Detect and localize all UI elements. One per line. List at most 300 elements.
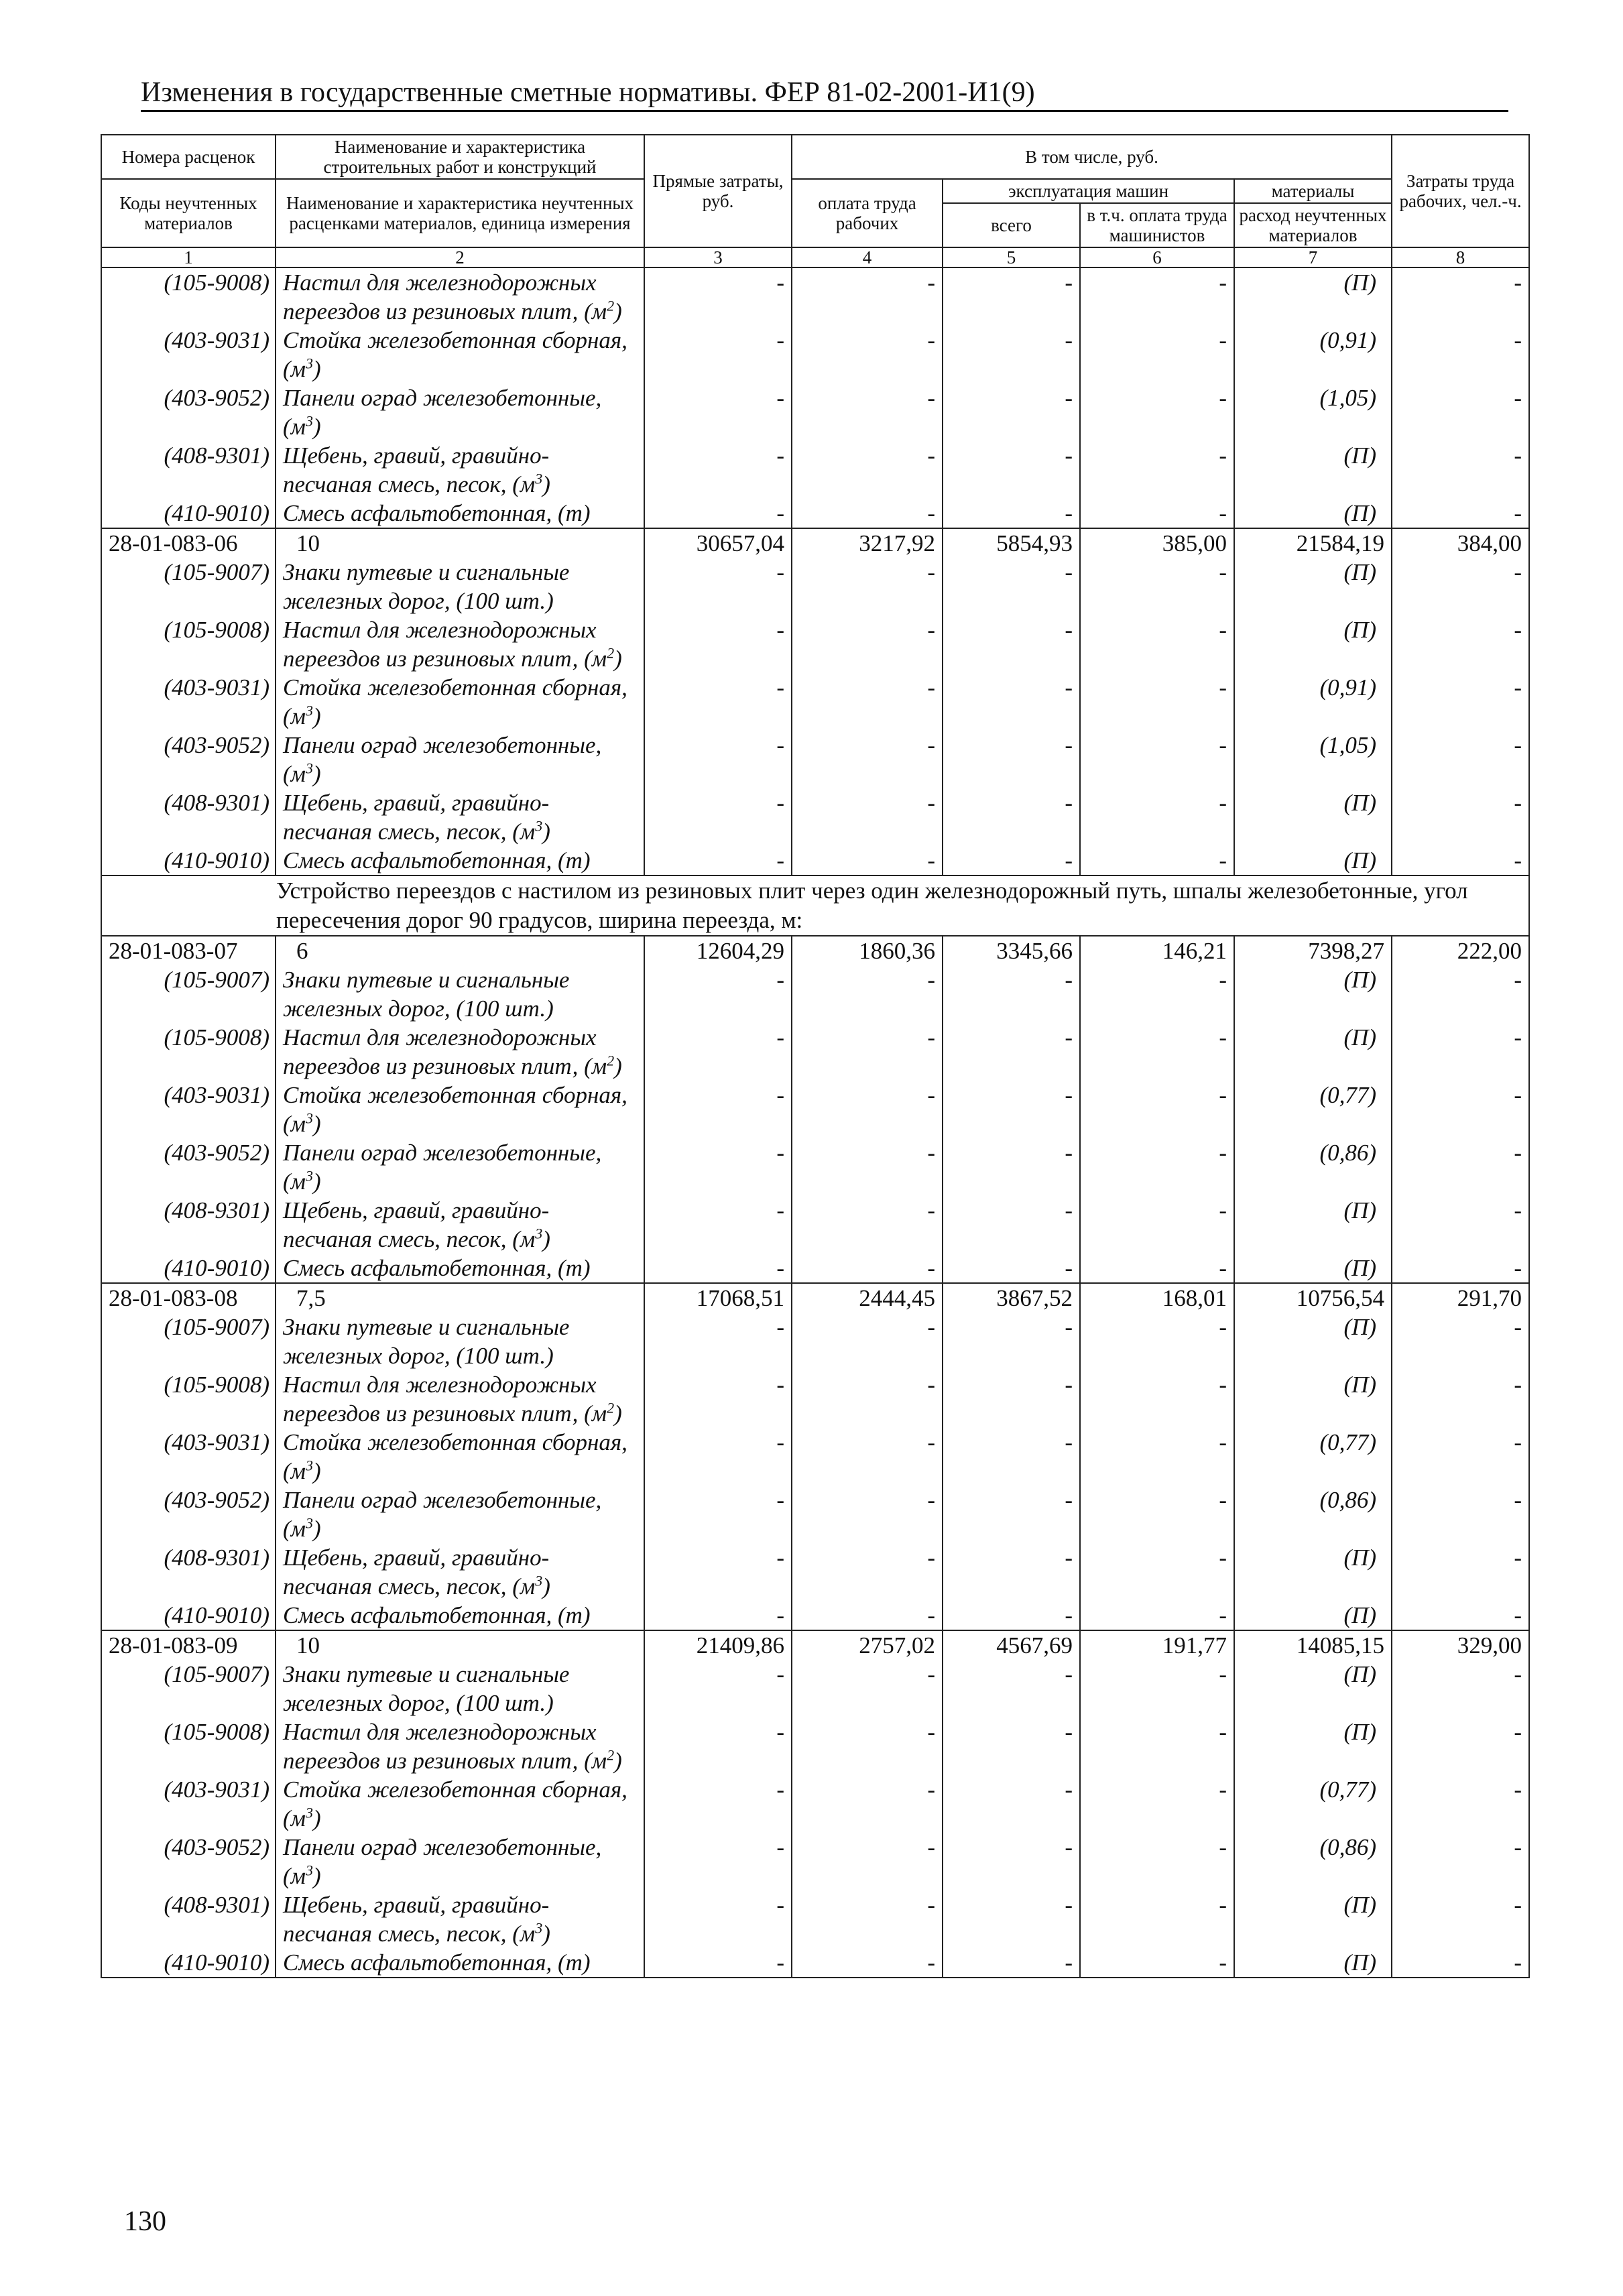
material-code: (403-9052) (101, 1138, 276, 1196)
dash-cell: - (1080, 383, 1234, 441)
dash-cell: - (644, 673, 792, 731)
dash-cell: - (792, 731, 943, 788)
material-unit: (м (512, 1921, 536, 1947)
dash-cell: - (1080, 1601, 1234, 1630)
section-heading-row (101, 875, 1529, 936)
material-code: (410-9010) (101, 1601, 276, 1630)
col-header-materials-sub: расход неучтенных материалов (1234, 203, 1392, 247)
material-unit-power: 3 (306, 1514, 313, 1532)
material-name (276, 1370, 644, 1428)
dash-cell: - (644, 383, 792, 441)
material-row (101, 1081, 1529, 1138)
labor-pay: 1860,36 (792, 936, 943, 965)
material-consumption: (П) (1234, 441, 1392, 499)
material-unit: (м (283, 356, 306, 382)
dash-cell: - (943, 441, 1080, 499)
material-consumption: (0,86) (1234, 1486, 1392, 1543)
dash-cell: - (1392, 965, 1529, 1023)
material-consumption: (П) (1234, 1023, 1392, 1081)
dash-cell: - (1392, 673, 1529, 731)
dash-cell: - (943, 1313, 1080, 1370)
material-unit-close: ) (542, 471, 550, 497)
rate-code: 28-01-083-08 (101, 1283, 276, 1313)
dash-cell: - (792, 1948, 943, 1978)
dash-cell: - (1392, 1370, 1529, 1428)
material-consumption: (0,77) (1234, 1428, 1392, 1486)
dash-cell: - (792, 673, 943, 731)
material-name (276, 326, 644, 383)
material-consumption: (1,05) (1234, 731, 1392, 788)
material-unit: (м (584, 1053, 607, 1079)
dash-cell: - (644, 1138, 792, 1196)
material-unit-power: 3 (306, 1804, 313, 1821)
material-row (101, 499, 1529, 528)
material-code: (408-9301) (101, 1890, 276, 1948)
dash-cell: - (1080, 1543, 1234, 1601)
material-unit-power: 3 (306, 702, 313, 719)
material-unit-power: 2 (607, 297, 615, 314)
material-name (276, 499, 644, 528)
material-row (101, 1601, 1529, 1630)
dash-cell: - (943, 731, 1080, 788)
direct-cost: 12604,29 (644, 936, 792, 965)
dash-cell: - (1392, 1486, 1529, 1543)
estimate-table (101, 134, 1530, 1978)
material-unit: (м (584, 646, 607, 672)
material-unit-close: ) (313, 703, 321, 729)
material-unit: (т) (557, 500, 591, 526)
col-header-materials: материалы (1234, 179, 1392, 203)
material-consumption: (П) (1234, 846, 1392, 875)
material-unit: (м (512, 1226, 536, 1252)
material-consumption: (П) (1234, 1196, 1392, 1254)
material-name (276, 1833, 644, 1890)
material-name (276, 1081, 644, 1138)
dash-cell: - (1080, 673, 1234, 731)
dash-cell: - (1080, 1081, 1234, 1138)
material-code: (403-9031) (101, 326, 276, 383)
dash-cell: - (792, 1717, 943, 1775)
material-unit-close: ) (542, 1921, 550, 1947)
dash-cell: - (792, 326, 943, 383)
dash-cell: - (1392, 1023, 1529, 1081)
dash-cell: - (792, 1023, 943, 1081)
dash-cell: - (644, 1833, 792, 1890)
material-row (101, 1543, 1529, 1601)
material-name (276, 1890, 644, 1948)
dash-cell: - (644, 558, 792, 615)
material-name-text: Знаки путевые и сигнальные железных дорог, (283, 1661, 570, 1716)
material-consumption: (0,91) (1234, 326, 1392, 383)
dash-cell: - (792, 267, 943, 326)
dash-cell: - (943, 1486, 1080, 1543)
material-unit: (м (283, 1805, 306, 1831)
rate-parameter: 6 (276, 936, 644, 965)
material-row (101, 558, 1529, 615)
material-code: (410-9010) (101, 1948, 276, 1978)
material-name (276, 441, 644, 499)
material-name (276, 1196, 644, 1254)
material-unit-power: 2 (607, 1746, 615, 1764)
dash-cell: - (644, 1313, 792, 1370)
col-number: 3 (644, 247, 792, 267)
material-code: (105-9007) (101, 1660, 276, 1717)
material-name-text: Смесь асфальтобетонная, (283, 1949, 552, 1976)
material-code: (105-9007) (101, 1313, 276, 1370)
dash-cell: - (792, 499, 943, 528)
material-unit-power: 3 (535, 1572, 543, 1589)
dash-cell: - (644, 1023, 792, 1081)
material-code: (403-9052) (101, 1486, 276, 1543)
page-number: 130 (124, 2206, 166, 2237)
materials-cost: 21584,19 (1234, 528, 1392, 558)
material-name-text: Настил для железнодорожных переездов из резиновых плит, (283, 1719, 597, 1774)
page-header (141, 75, 1508, 112)
dash-cell: - (943, 326, 1080, 383)
dash-cell: - (1080, 1196, 1234, 1254)
material-row (101, 383, 1529, 441)
material-unit-power: 3 (306, 412, 313, 430)
material-unit-close: ) (313, 414, 321, 440)
material-consumption: (П) (1234, 558, 1392, 615)
col-number: 6 (1080, 247, 1234, 267)
material-consumption: (П) (1234, 1543, 1392, 1601)
material-code: (410-9010) (101, 499, 276, 528)
dash-cell: - (644, 1370, 792, 1428)
material-name-text: Панели оград железобетонные, (283, 732, 602, 758)
rate-parameter: 7,5 (276, 1283, 644, 1313)
dash-cell: - (943, 1543, 1080, 1601)
dash-cell: - (1080, 1313, 1234, 1370)
material-name-text: Знаки путевые и сигнальные железных дорог, (283, 967, 570, 1022)
dash-cell: - (1392, 1890, 1529, 1948)
dash-cell: - (644, 441, 792, 499)
material-consumption: (П) (1234, 1948, 1392, 1978)
material-name-text: Щебень, гравий, гравийно-песчаная смесь, песок, (283, 442, 550, 497)
dash-cell: - (644, 1601, 792, 1630)
dash-cell: - (644, 1717, 792, 1775)
material-unit: (т) (557, 1602, 591, 1628)
material-code: (105-9008) (101, 615, 276, 673)
material-unit: (м (283, 1168, 306, 1195)
material-unit-close: ) (313, 761, 321, 787)
material-name-text: Знаки путевые и сигнальные железных дорог, (283, 559, 570, 614)
material-consumption: (П) (1234, 1717, 1392, 1775)
material-unit: (м (283, 703, 306, 729)
rate-row (101, 936, 1529, 965)
labor-pay: 3217,92 (792, 528, 943, 558)
material-row (101, 1428, 1529, 1486)
material-unit-power: 3 (306, 355, 313, 372)
section-heading: Устройство переездов с настилом из резиновых плит через один железнодорожный путь, шпалы железобетонные, угол пересечения дорог 90 градусов, ширина переезда, м: (101, 875, 1529, 936)
material-unit-power: 3 (535, 1225, 543, 1242)
material-consumption: (0,86) (1234, 1138, 1392, 1196)
material-row (101, 1833, 1529, 1890)
col-header-codes: Коды неучтенных материалов (101, 179, 276, 247)
material-unit-close: ) (313, 1168, 321, 1195)
material-name (276, 1775, 644, 1833)
material-row (101, 326, 1529, 383)
dash-cell: - (644, 1486, 792, 1543)
material-unit: (м (584, 1748, 607, 1774)
dash-cell: - (644, 1428, 792, 1486)
material-name-text: Щебень, гравий, гравийно-песчаная смесь, песок, (283, 1892, 550, 1947)
dash-cell: - (1080, 1138, 1234, 1196)
material-name (276, 1543, 644, 1601)
dash-cell: - (943, 1023, 1080, 1081)
material-name-text: Щебень, гравий, гравийно-песчаная смесь, песок, (283, 1197, 550, 1252)
dash-cell: - (792, 1081, 943, 1138)
col-header-labor-cost: Затраты труда рабочих, чел.-ч. (1392, 135, 1529, 247)
material-unit-close: ) (313, 1516, 321, 1542)
dash-cell: - (1392, 1196, 1529, 1254)
rate-row (101, 1630, 1529, 1660)
materials-cost: 10756,54 (1234, 1283, 1392, 1313)
dash-cell: - (943, 558, 1080, 615)
material-code: (403-9052) (101, 383, 276, 441)
dash-cell: - (943, 788, 1080, 846)
material-name (276, 673, 644, 731)
material-unit-close: ) (614, 298, 622, 324)
material-code: (105-9008) (101, 267, 276, 326)
dash-cell: - (644, 1948, 792, 1978)
material-unit-power: 2 (607, 644, 615, 662)
dash-cell: - (1392, 1948, 1529, 1978)
labor-hours: 222,00 (1392, 936, 1529, 965)
dash-cell: - (1392, 1601, 1529, 1630)
material-row (101, 1023, 1529, 1081)
dash-cell: - (792, 1601, 943, 1630)
dash-cell: - (1392, 1717, 1529, 1775)
col-header-machines: эксплуатация машин (943, 179, 1234, 203)
dash-cell: - (1080, 731, 1234, 788)
material-row (101, 1486, 1529, 1543)
dash-cell: - (792, 1370, 943, 1428)
col-header-machines-pay: в т.ч. оплата труда машинистов (1080, 203, 1234, 247)
material-name (276, 615, 644, 673)
material-name-text: Стойка железобетонная сборная, (283, 1082, 627, 1108)
labor-hours: 329,00 (1392, 1630, 1529, 1660)
dash-cell: - (644, 1660, 792, 1717)
material-unit-close: ) (614, 1053, 622, 1079)
material-name-text: Смесь асфальтобетонная, (283, 1602, 552, 1628)
dash-cell: - (644, 267, 792, 326)
material-unit: (100 шт.) (456, 1690, 554, 1716)
material-consumption: (0,91) (1234, 673, 1392, 731)
dash-cell: - (1080, 1428, 1234, 1486)
material-unit: (м (512, 819, 536, 845)
material-code: (408-9301) (101, 441, 276, 499)
material-unit: (м (283, 1111, 306, 1137)
dash-cell: - (1392, 326, 1529, 383)
rate-parameter: 10 (276, 528, 644, 558)
dash-cell: - (1392, 1660, 1529, 1717)
material-name-text: Панели оград железобетонные, (283, 1487, 602, 1513)
rate-parameter: 10 (276, 1630, 644, 1660)
material-unit: (м (283, 414, 306, 440)
dash-cell: - (943, 383, 1080, 441)
dash-cell: - (792, 1660, 943, 1717)
dash-cell: - (792, 965, 943, 1023)
dash-cell: - (792, 1196, 943, 1254)
material-consumption: (0,77) (1234, 1081, 1392, 1138)
material-name (276, 1023, 644, 1081)
col-header-direct: Прямые затраты, руб. (644, 135, 792, 247)
dash-cell: - (943, 1717, 1080, 1775)
col-header-labor-pay: оплата труда рабочих (792, 179, 943, 247)
material-row (101, 1660, 1529, 1717)
dash-cell: - (1080, 1023, 1234, 1081)
dash-cell: - (792, 1486, 943, 1543)
material-unit-power: 2 (607, 1052, 615, 1069)
material-name-text: Щебень, гравий, гравийно-песчаная смесь, песок, (283, 790, 550, 845)
material-name (276, 1138, 644, 1196)
material-unit-close: ) (542, 1573, 550, 1599)
dash-cell: - (943, 846, 1080, 875)
material-code: (105-9008) (101, 1717, 276, 1775)
dash-cell: - (943, 673, 1080, 731)
material-row (101, 267, 1529, 326)
dash-cell: - (1080, 267, 1234, 326)
dash-cell: - (1080, 1948, 1234, 1978)
material-unit-power: 2 (607, 1399, 615, 1416)
material-consumption: (1,05) (1234, 383, 1392, 441)
dash-cell: - (1392, 1313, 1529, 1370)
dash-cell: - (1080, 846, 1234, 875)
col-header-number: Номера расценок (101, 135, 276, 179)
material-row (101, 1196, 1529, 1254)
material-row (101, 1948, 1529, 1978)
estimate-table-wrapper (101, 134, 1528, 1978)
material-code: (403-9052) (101, 1833, 276, 1890)
material-unit: (т) (557, 1949, 591, 1976)
dash-cell: - (792, 1254, 943, 1283)
page-header-title: Изменения в государственные сметные нормативы. ФЕР 81-02-2001-И1(9) (141, 77, 1035, 108)
dash-cell: - (943, 1428, 1080, 1486)
material-consumption: (П) (1234, 1313, 1392, 1370)
material-code: (105-9008) (101, 1023, 276, 1081)
rate-code: 28-01-083-06 (101, 528, 276, 558)
dash-cell: - (943, 1660, 1080, 1717)
material-name (276, 383, 644, 441)
dash-cell: - (1080, 965, 1234, 1023)
dash-cell: - (1392, 615, 1529, 673)
material-unit-power: 3 (535, 817, 543, 835)
dash-cell: - (1080, 1890, 1234, 1948)
material-code: (410-9010) (101, 1254, 276, 1283)
material-code: (408-9301) (101, 1543, 276, 1601)
machines-total: 5854,93 (943, 528, 1080, 558)
material-row (101, 441, 1529, 499)
material-row (101, 1254, 1529, 1283)
material-consumption: (П) (1234, 1370, 1392, 1428)
material-name (276, 788, 644, 846)
material-code: (105-9008) (101, 1370, 276, 1428)
dash-cell: - (644, 965, 792, 1023)
dash-cell: - (943, 1833, 1080, 1890)
dash-cell: - (792, 615, 943, 673)
material-name-text: Панели оград железобетонные, (283, 385, 602, 411)
material-name-text: Стойка железобетонная сборная, (283, 327, 627, 353)
material-unit-close: ) (614, 1748, 622, 1774)
material-row (101, 1138, 1529, 1196)
labor-pay: 2757,02 (792, 1630, 943, 1660)
material-unit-power: 3 (306, 1457, 313, 1474)
dash-cell: - (1392, 1833, 1529, 1890)
material-consumption: (П) (1234, 788, 1392, 846)
material-unit-close: ) (542, 1226, 550, 1252)
dash-cell: - (792, 441, 943, 499)
material-consumption: (0,86) (1234, 1833, 1392, 1890)
material-name (276, 558, 644, 615)
material-unit: (м (283, 1863, 306, 1889)
dash-cell: - (1392, 846, 1529, 875)
dash-cell: - (1392, 1081, 1529, 1138)
dash-cell: - (792, 1313, 943, 1370)
dash-cell: - (644, 1543, 792, 1601)
material-unit: (м (283, 761, 306, 787)
col-number: 2 (276, 247, 644, 267)
material-name-text: Настил для железнодорожных переездов из резиновых плит, (283, 617, 597, 672)
material-unit-close: ) (313, 1805, 321, 1831)
col-number: 7 (1234, 247, 1392, 267)
material-unit: (м (283, 1458, 306, 1484)
material-row (101, 1890, 1529, 1948)
dash-cell: - (1392, 383, 1529, 441)
material-unit-close: ) (313, 1863, 321, 1889)
dash-cell: - (943, 1081, 1080, 1138)
dash-cell: - (1080, 1717, 1234, 1775)
material-name-text: Смесь асфальтобетонная, (283, 1255, 552, 1281)
dash-cell: - (644, 615, 792, 673)
col-number: 4 (792, 247, 943, 267)
dash-cell: - (943, 615, 1080, 673)
dash-cell: - (1080, 1486, 1234, 1543)
material-code: (408-9301) (101, 1196, 276, 1254)
material-name (276, 1717, 644, 1775)
dash-cell: - (792, 558, 943, 615)
material-name-text: Смесь асфальтобетонная, (283, 500, 552, 526)
material-row (101, 788, 1529, 846)
dash-cell: - (644, 1890, 792, 1948)
col-number: 5 (943, 247, 1080, 267)
direct-cost: 21409,86 (644, 1630, 792, 1660)
dash-cell: - (792, 1428, 943, 1486)
machines-pay: 168,01 (1080, 1283, 1234, 1313)
dash-cell: - (644, 499, 792, 528)
material-unit-power: 3 (535, 1919, 543, 1937)
dash-cell: - (1080, 326, 1234, 383)
material-unit-power: 3 (306, 1109, 313, 1127)
material-code: (105-9007) (101, 558, 276, 615)
dash-cell: - (1392, 731, 1529, 788)
material-name-text: Панели оград железобетонные, (283, 1140, 602, 1166)
material-name-text: Панели оград железобетонные, (283, 1834, 602, 1860)
dash-cell: - (943, 1370, 1080, 1428)
dash-cell: - (1392, 267, 1529, 326)
material-consumption: (0,77) (1234, 1775, 1392, 1833)
dash-cell: - (1080, 1660, 1234, 1717)
dash-cell: - (943, 965, 1080, 1023)
material-consumption: (П) (1234, 499, 1392, 528)
dash-cell: - (943, 1775, 1080, 1833)
material-name (276, 1601, 644, 1630)
rate-row (101, 1283, 1529, 1313)
material-row (101, 731, 1529, 788)
material-unit-close: ) (313, 1458, 321, 1484)
dash-cell: - (792, 846, 943, 875)
material-name-text: Настил для железнодорожных переездов из резиновых плит, (283, 1372, 597, 1427)
